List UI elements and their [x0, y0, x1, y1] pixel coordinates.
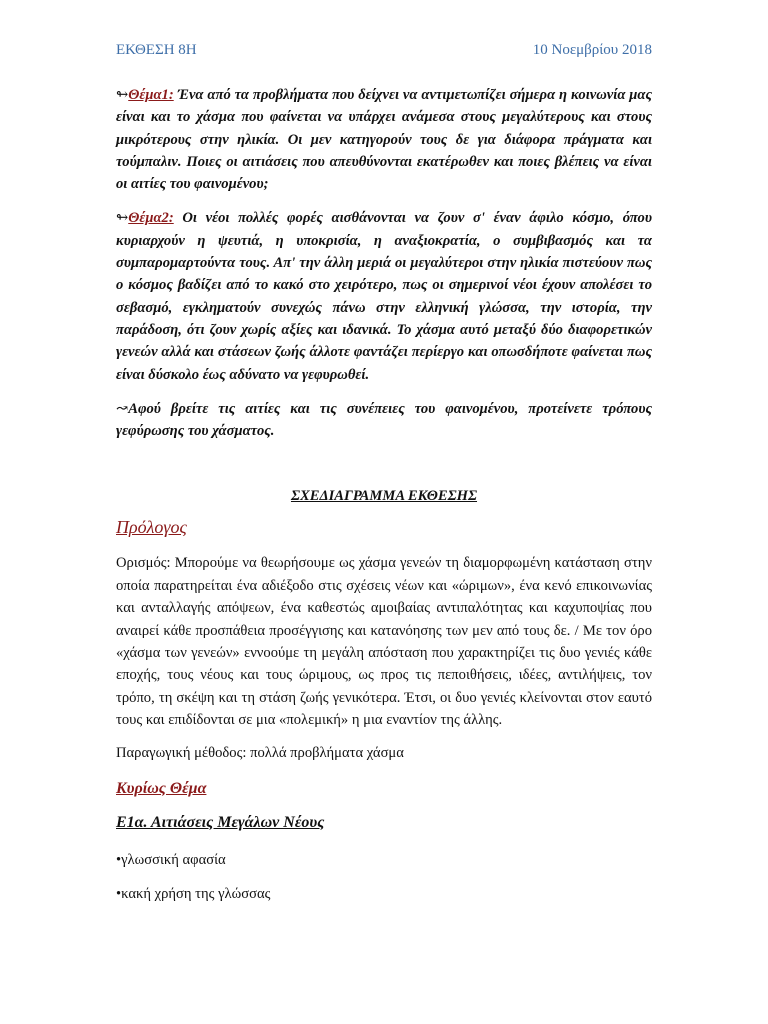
- outline-title: ΣΧΕΔΙΑΓΡΑΜΜΑ ΕΚΘΕΣΗΣ: [290, 488, 478, 505]
- instruction: [116, 398, 652, 443]
- topic-1-label: Θέμα1:: [128, 87, 174, 103]
- topic-1: [116, 84, 652, 195]
- topic-2: [116, 207, 652, 385]
- topic-2-label: Θέμα2:: [128, 210, 174, 227]
- header-title: ΕΚΘΕΣΗ 8Η: [116, 42, 197, 58]
- wave-arrow-icon: ↝: [116, 400, 129, 417]
- instruction-text: Αφού βρείτε τις αιτίες και τις συνέπειες του φαινομένου, προτείνετε τρόπους γεφύρωσης του χάσματος.: [116, 400, 652, 440]
- main-heading: Κυρίως Θέμα: [116, 779, 207, 797]
- document-body: [116, 84, 652, 918]
- hook-arrow-icon: ↬: [116, 87, 129, 103]
- definition-paragraph: Ορισμός: Μπορούμε να θεωρήσουμε ως χάσμα γενεών τη διαμορφωμένη κατάσταση στην οποία παρατηρείται ένα αδιέξοδο στις σχέσεις νέων και «ώριμων», ένα κενό επικοινωνίας και ανταλλαγής απόψεων, ένα καθεστώς αμοιβαίας αντιπαλότητας και καχυποψίας που αναιρεί κάθε προσπάθεια προσέγγισης και κατανόησης των μεν από τους δε. / Με τον όρο «χάσμα των γενεών» εννοούμε τη μεγάλη απόσταση που χαρακτηρίζει τις δυο γενιές κάθε εποχής, τους νέους και τους ώριμους, ως προς τις πεποιθήσεις, ιδέες, αντιλήψεις, τον τρόπο, τη σκέψη και τη στάση ζωής γενικότερα. Έτσι, οι δυο γενιές κλείνονται στον εαυτό τους και επιδίδονται σε μια «πολεμική» η μια εναντίον της άλλης.: [116, 555, 652, 729]
- subsection-heading: Ε1α. Αιτιάσεις Μεγάλων Νέους: [116, 813, 325, 831]
- header-date: 10 Νοεμβρίου 2018: [532, 42, 652, 58]
- topic-2-text: Οι νέοι πολλές φορές αισθάνονται να ζουν σ' έναν άφιλο κόσμο, όπου κυριαρχούν η ψευτιά, η υποκρισία, η αναξιοκρατία, ο συμβιβασμός και τα συμπαρομαρτούντα τους. Απ' την άλλη μεριά οι μεγαλύτεροι στην ηλικία πιστεύουν πως ο κόσμος βαδίζει από το κακό στο χειρότερο, πως οι σημερινοί νέοι έχουν απολέσει το σεβασμό, εγκληματούν συνεχώς πάνω στην ελληνική γλώσσα, την ιστορία, την παράδοση, ότι ζουν χωρίς αξίες και ιδανικά. Το χάσμα αυτό μεταξύ δύο διαφορετικών γενεών αλλά και στάσεων ζωής άλλοτε φαντάζει περίεργο και οπωσδήποτε φαίνεται πως είναι δύσκολο έως αδύνατο να γεφυρωθεί.: [116, 210, 652, 383]
- topic-1-text: Ένα από τα προβλήματα που δείχνει να αντιμετωπίζει σήμερα η κοινωνία μας είναι και το χάσμα που φαίνεται να υπάρχει ανάμεσα στους μεγαλύτερους και στους μικρότερους στην ηλικία. Οι μεν κατηγορούν τους δε για διάφορα πράγματα και τούμπαλιν. Ποιες οι αιτιάσεις που απευθύνονται εκατέρωθεν και ποιες βλέπεις να είναι οι αιτίες του φαινομένου;: [116, 87, 652, 193]
- prologue-heading: Πρόλογος: [116, 517, 187, 538]
- hook-arrow-icon: ↬: [116, 210, 129, 227]
- list-item: •γλωσσική αφασία: [116, 851, 226, 868]
- list-item: •κακή χρήση της γλώσσας: [116, 885, 271, 902]
- method-line: Παραγωγική μέθοδος: πολλά προβλήματα χάσμα: [116, 744, 404, 761]
